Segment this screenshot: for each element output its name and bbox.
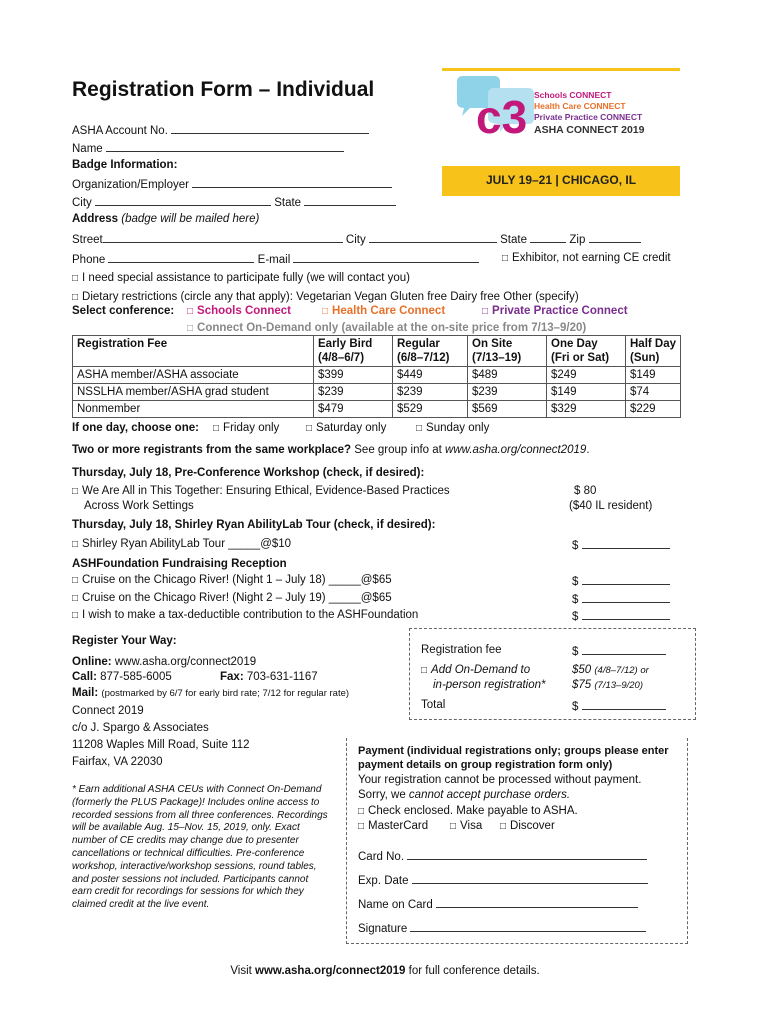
- name-on-card-field[interactable]: [436, 896, 638, 908]
- table-row: [73, 367, 681, 384]
- cruise-night2-checkbox[interactable]: □ Cruise on the Chicago River! (Night 2 – July 19) _____@$65: [72, 591, 392, 606]
- visa-checkbox[interactable]: □ Visa: [450, 819, 482, 834]
- contribution-amount-row: $: [572, 608, 670, 624]
- table-cell: $329: [547, 401, 626, 418]
- payment-line2: Sorry, we cannot accept purchase orders.: [358, 789, 571, 801]
- table-cell: $229: [626, 401, 681, 418]
- fee-table: [72, 335, 681, 418]
- city-field[interactable]: [369, 231, 497, 243]
- check-enclosed-checkbox[interactable]: □ Check enclosed. Make payable to ASHA.: [358, 804, 578, 819]
- cruise1-amount-row: $: [572, 573, 670, 589]
- signature-row: Signature: [358, 920, 646, 936]
- register-fax: Fax: 703-631-1167: [220, 671, 318, 683]
- table-row: [73, 384, 681, 401]
- asha-account-row: ASHA Account No.: [72, 122, 369, 138]
- on-demand-price1: $50 (4/8–7/12) or: [572, 664, 649, 676]
- add-on-demand-cont: in-person registration*: [433, 679, 546, 691]
- foundation-heading: ASHFoundation Fundraising Reception: [72, 558, 287, 570]
- card-number-field[interactable]: [407, 848, 647, 860]
- table-cell: $149: [626, 367, 681, 384]
- tour-amount-field[interactable]: [582, 537, 670, 549]
- workshop-price: $ 80: [574, 485, 597, 497]
- logo-line-private: Private Practice CONNECT: [534, 112, 643, 122]
- logo-line-schools: Schools CONNECT: [534, 90, 612, 100]
- on-demand-price2: $75 (7/13–9/20): [572, 679, 643, 691]
- reg-fee-label: Registration fee: [421, 644, 502, 656]
- table-cell: $239: [468, 384, 547, 401]
- private-practice-connect-checkbox[interactable]: □ Private Practice Connect: [482, 304, 628, 319]
- on-demand-checkbox[interactable]: □ Connect On-Demand only (available at the on-site price from 7/13–9/20): [187, 321, 586, 336]
- register-online-link[interactable]: www.asha.org/connect2019: [114, 656, 257, 668]
- badge-info-heading: Badge Information:: [72, 159, 178, 171]
- tour-heading: Thursday, July 18, Shirley Ryan AbilityLab Tour (check, if desired):: [72, 519, 436, 531]
- discover-checkbox[interactable]: □ Discover: [500, 819, 555, 834]
- table-cell: $249: [547, 367, 626, 384]
- table-cell: ASHA member/ASHA associate: [73, 367, 314, 384]
- mastercard-checkbox[interactable]: □ MasterCard: [358, 819, 428, 834]
- name-row: Name: [72, 140, 344, 156]
- table-row: [73, 401, 681, 418]
- reg-fee-row: $: [572, 643, 666, 659]
- table-header: Regular (6/8–7/12): [393, 336, 468, 367]
- name-on-card-row: Name on Card: [358, 896, 638, 912]
- add-on-demand-checkbox[interactable]: □ Add On-Demand to: [421, 663, 530, 678]
- table-header: One Day (Fri or Sat): [547, 336, 626, 367]
- register-call: Call: 877-585-6005: [72, 671, 172, 683]
- table-header: On Site (7/13–19): [468, 336, 547, 367]
- table-cell: $489: [468, 367, 547, 384]
- exp-date-field[interactable]: [412, 872, 648, 884]
- register-heading: Register Your Way:: [72, 635, 177, 647]
- payment-heading: Payment (individual registrations only; groups please enter payment details on group registration form only): [358, 745, 669, 771]
- table-cell: $239: [314, 384, 393, 401]
- group-info: Two or more registrants from the same workplace? See group info at www.asha.org/connect2019.: [72, 444, 590, 456]
- email-field[interactable]: [293, 251, 479, 263]
- friday-only-checkbox[interactable]: □ Friday only: [213, 421, 279, 436]
- state-field[interactable]: [530, 231, 566, 243]
- workshop-heading: Thursday, July 18, Pre-Conference Workshop (check, if desired):: [72, 467, 425, 479]
- workshop-price-il: ($40 IL resident): [569, 500, 653, 512]
- table-cell: $569: [468, 401, 547, 418]
- badge-state-field[interactable]: [304, 194, 396, 206]
- cruise1-amount-field[interactable]: [582, 573, 670, 585]
- table-header: Registration Fee: [73, 336, 314, 367]
- total-field[interactable]: [582, 698, 666, 710]
- logo-stripe: [442, 68, 680, 71]
- dietary-checkbox[interactable]: □ Dietary restrictions (circle any that apply): Vegetarian Vegan Gluten free Dairy free Other (specify): [72, 290, 579, 305]
- workshop-item-cont: Across Work Settings: [84, 500, 194, 512]
- table-cell: $479: [314, 401, 393, 418]
- badge-city-field[interactable]: [95, 194, 271, 206]
- table-header-row: [73, 336, 681, 367]
- ceu-note: * Earn additional ASHA CEUs with Connect On-Demand (formerly the PLUS Package)! Includes online access to recorded sessions from all three conferences. Recordings will be available Aug. 15–Nov. 15, 2019, only. Exact number of CE credits may change due to presenter cancellations or technical difficulties. Pre-conference workshop, interactive/workshop sessions, round tables, and poster sessions not included. Participants cannot earn credit for recordings for sessions for which they claimed credit at the live event.: [72, 784, 328, 911]
- logo-c3: c3: [476, 91, 528, 143]
- exhibitor-checkbox[interactable]: □ Exhibitor, not earning CE credit: [502, 251, 671, 266]
- table-cell: Nonmember: [73, 401, 314, 418]
- logo-line-asha: ASHA CONNECT 2019: [534, 124, 645, 136]
- org-row: Organization/Employer: [72, 176, 392, 192]
- register-online: Online: www.asha.org/connect2019: [72, 656, 257, 668]
- table-cell: $149: [547, 384, 626, 401]
- cruise2-amount-field[interactable]: [582, 591, 670, 603]
- total-row: $: [572, 698, 666, 714]
- special-assistance-checkbox[interactable]: □ I need special assistance to participate fully (we will contact you): [72, 271, 410, 286]
- workshop-checkbox[interactable]: □ We Are All in This Together: Ensuring Ethical, Evidence-Based Practices: [72, 484, 450, 499]
- page-title: Registration Form – Individual: [72, 78, 375, 101]
- footer-link[interactable]: www.asha.org/connect2019: [255, 965, 406, 977]
- tour-checkbox[interactable]: □ Shirley Ryan AbilityLab Tour _____@$10: [72, 537, 291, 552]
- cruise-night1-checkbox[interactable]: □ Cruise on the Chicago River! (Night 1 – July 18) _____@$65: [72, 573, 392, 588]
- total-label: Total: [421, 699, 446, 711]
- schools-connect-checkbox[interactable]: □ Schools Connect: [187, 304, 291, 319]
- contribution-amount-field[interactable]: [582, 608, 670, 620]
- footer: Visit www.asha.org/connect2019 for full conference details.: [230, 965, 540, 977]
- street-field[interactable]: [103, 231, 343, 243]
- signature-field[interactable]: [410, 920, 646, 932]
- sunday-only-checkbox[interactable]: □ Sunday only: [416, 421, 489, 436]
- reg-fee-field[interactable]: [582, 643, 666, 655]
- address-heading: Address (badge will be mailed here): [72, 213, 260, 225]
- street-row: Street City State Zip: [72, 231, 641, 247]
- group-info-link[interactable]: www.asha.org/connect2019: [445, 444, 587, 456]
- table-cell: $529: [393, 401, 468, 418]
- saturday-only-checkbox[interactable]: □ Saturday only: [306, 421, 386, 436]
- table-cell: $74: [626, 384, 681, 401]
- logo-banner-text: JULY 19–21 | CHICAGO, IL: [485, 173, 637, 187]
- health-care-connect-checkbox[interactable]: □ Health Care Connect: [322, 304, 445, 319]
- table-cell: $239: [393, 384, 468, 401]
- register-mail: Mail: (postmarked by 6/7 for early bird rate; 7/12 for regular rate): [72, 687, 350, 699]
- card-no-row: Card No.: [358, 848, 647, 864]
- table-header: Early Bird (4/8–6/7): [314, 336, 393, 367]
- one-day-label: If one day, choose one:: [72, 422, 199, 434]
- table-cell: $449: [393, 367, 468, 384]
- table-cell: $399: [314, 367, 393, 384]
- logo-conference-list: [534, 90, 644, 137]
- mailing-address: Connect 2019 c/o J. Spargo & Associates 11208 Waples Mill Road, Suite 112 Fairfax, VA 22030: [72, 705, 250, 768]
- zip-field[interactable]: [589, 231, 641, 243]
- name-field[interactable]: [106, 140, 344, 152]
- phone-email-row: Phone E-mail: [72, 251, 479, 267]
- asha-account-field[interactable]: [171, 122, 369, 134]
- contribution-checkbox[interactable]: □ I wish to make a tax-deductible contribution to the ASHFoundation: [72, 608, 418, 623]
- table-cell: NSSLHA member/ASHA grad student: [73, 384, 314, 401]
- select-conference-label: Select conference:: [72, 305, 175, 317]
- phone-field[interactable]: [108, 251, 254, 263]
- city-state-row: City State: [72, 194, 396, 210]
- org-field[interactable]: [192, 176, 392, 188]
- logo-banner: [442, 166, 680, 196]
- logo-line-health: Health Care CONNECT: [534, 101, 626, 111]
- cruise2-amount-row: $: [572, 591, 670, 607]
- conference-logo: [442, 68, 680, 196]
- table-header: Half Day (Sun): [626, 336, 681, 367]
- exp-row: Exp. Date: [358, 872, 648, 888]
- payment-line1: Your registration cannot be processed without payment.: [358, 774, 642, 786]
- tour-amount-row: $: [572, 537, 670, 553]
